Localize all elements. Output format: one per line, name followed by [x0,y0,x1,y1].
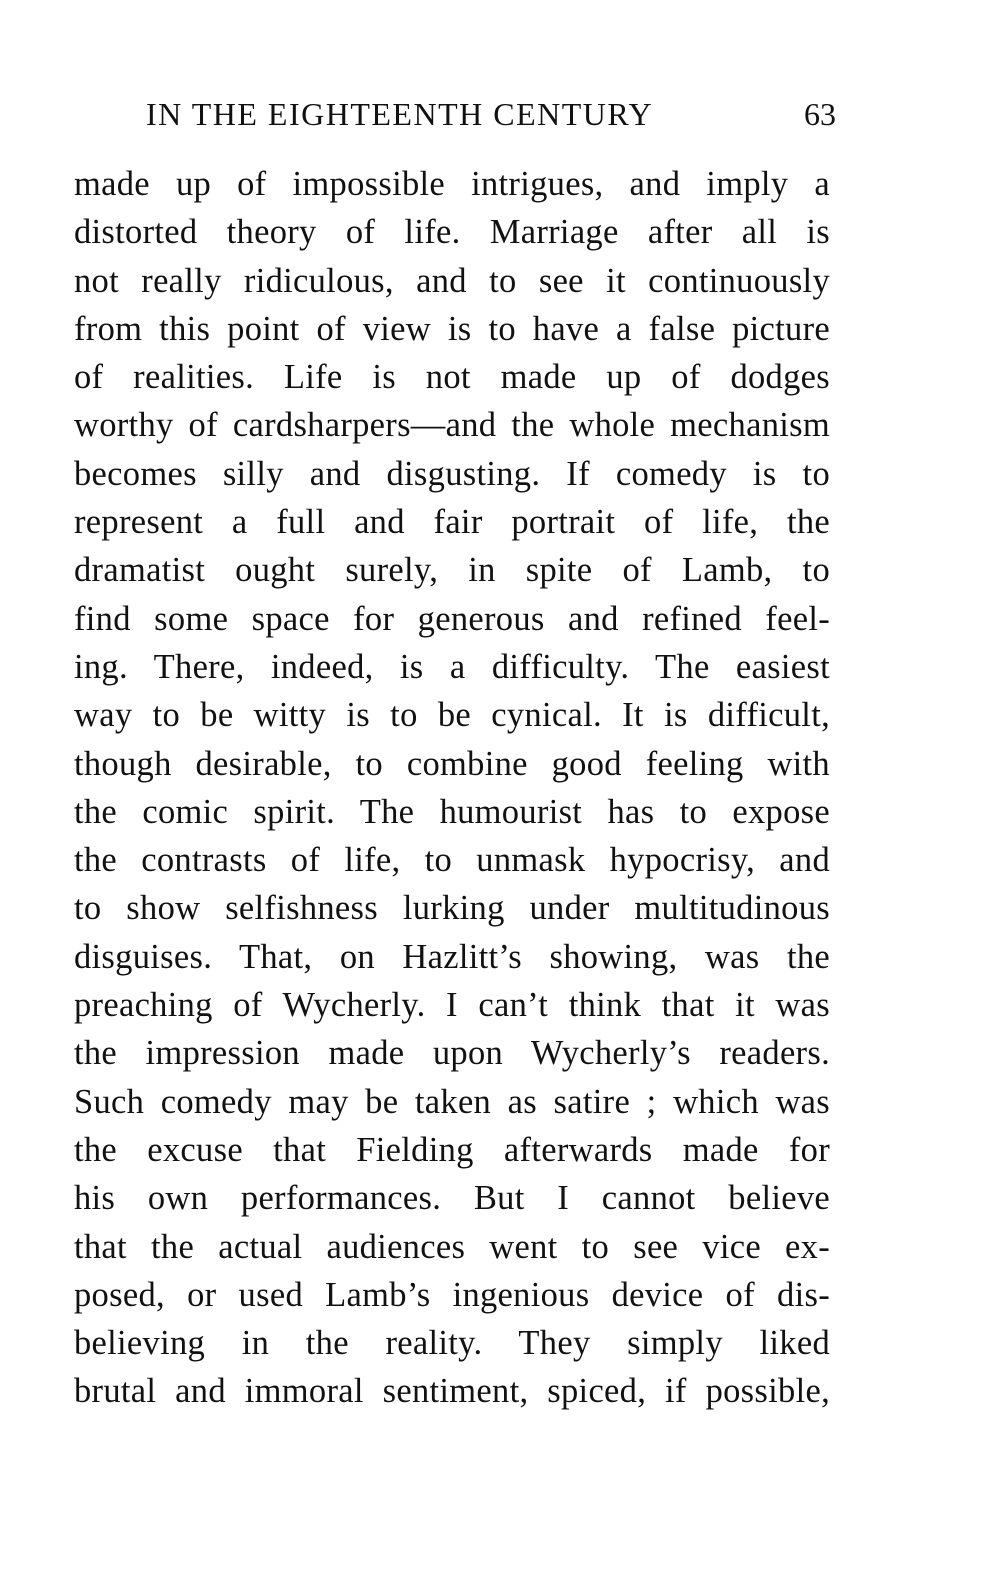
text-line: becomes silly and disgusting. If comedy is to [74,454,830,493]
text-line: the impression made upon Wycherly’s readers. [74,1034,830,1073]
page-number: 63 [804,96,836,132]
text-line: Such comedy may be taken as satire ; which was [74,1082,830,1121]
text-line: the contrasts of life, to unmask hypocrisy, and [74,841,830,880]
text-line: brutal and immoral sentiment, spiced, if possible, [74,1372,830,1411]
text-line: distorted theory of life. Marriage after all is [74,213,830,252]
text-line: posed, or used Lamb’s ingenious device of dis- [74,1275,830,1314]
text-line: not really ridiculous, and to see it continuously [74,261,830,300]
text-line: that the actual audiences went to see vice ex- [74,1227,830,1266]
text-line: from this point of view is to have a false picture [74,309,830,348]
text-line: the comic spirit. The humourist has to expose [74,792,830,831]
text-line: made up of impossible intrigues, and imply a [74,165,830,203]
text-line: to show selfishness lurking under multitudinous [74,889,830,928]
text-line: way to be witty is to be cynical. It is difficult, [74,696,830,735]
text-line: find some space for generous and refined feel- [74,599,830,638]
running-title: IN THE EIGHTEENTH CENTURY [146,96,654,132]
text-line: dramatist ought surely, in spite of Lamb, to [74,551,830,590]
text-line: worthy of cardsharpers—and the whole mechanism [74,406,830,445]
body-text [74,160,830,1416]
text-line: preaching of Wycherly. I can’t think that it was [74,986,830,1025]
text-line: believing in the reality. They simply liked [74,1324,830,1363]
text-line: disguises. That, on Hazlitt’s showing, was the [74,937,830,976]
text-line: represent a full and fair portrait of life, the [74,503,830,542]
text-line: the excuse that Fielding afterwards made for [74,1130,830,1169]
text-line: though desirable, to combine good feeling with [74,744,830,783]
text-line: of realities. Life is not made up of dodges [74,358,830,397]
text-line: his own performances. But I cannot believe [74,1179,830,1218]
running-head [146,96,836,140]
text-line: ing. There, indeed, is a difficulty. The easiest [74,647,830,686]
